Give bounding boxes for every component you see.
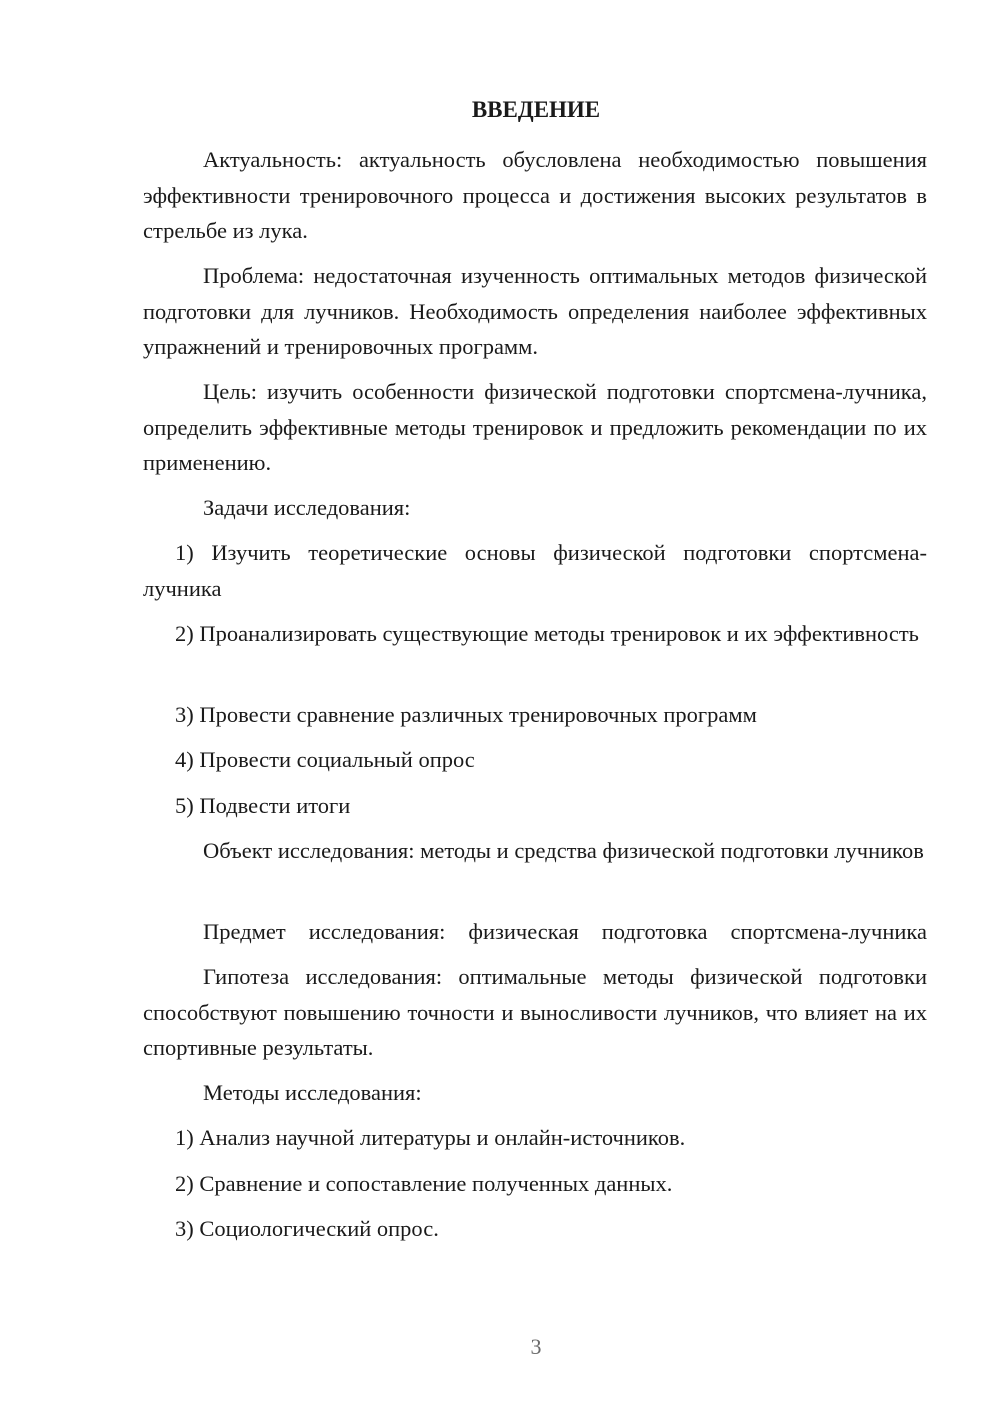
paragraph-goal: Цель: изучить особенности физической подготовки спортсмена-лучника, определить эффективные методы тренировок и предложить рекомендации по их применению. — [143, 379, 927, 475]
paragraph-hypothesis: Гипотеза исследования: оптимальные методы физической подготовки способствуют повышению точности и выносливости лучников, что влияет на их спортивные результаты. — [143, 964, 927, 1060]
task-item-1: 1) Изучить теоретические основы физической подготовки спортсмена-лучника — [143, 540, 927, 601]
page-number: 3 — [530, 1334, 542, 1359]
method-item-3: 3) Социологический опрос. — [175, 1216, 439, 1241]
section-title: ВВЕДЕНИЕ — [471, 97, 601, 122]
method-item-2: 2) Сравнение и сопоставление полученных данных. — [175, 1171, 673, 1196]
method-item-1: 1) Анализ научной литературы и онлайн-источников. — [175, 1125, 686, 1150]
task-item-5: 5) Подвести итоги — [175, 793, 351, 818]
task-item-4: 4) Провести социальный опрос — [175, 747, 475, 772]
paragraph-tasks-heading: Задачи исследования: — [203, 495, 411, 520]
paragraph-methods-heading: Методы исследования: — [203, 1080, 422, 1105]
paragraph-object: Объект исследования: методы и средства физической подготовки лучников — [203, 838, 924, 863]
paragraph-problem: Проблема: недостаточная изученность оптимальных методов физической подготовки для лучников. Необходимость определения наиболее эффективных упражнений и тренировочных программ. — [143, 263, 927, 359]
paragraph-relevance: Актуальность: актуальность обусловлена необходимостью повышения эффективности тренировочного процесса и достижения высоких результатов в стрельбе из лука. — [143, 147, 927, 243]
paragraph-subject: Предмет исследования: физическая подготовка спортсмена-лучника — [203, 919, 927, 944]
task-item-2: 2) Проанализировать существующие методы тренировок и их эффективность — [175, 621, 919, 646]
task-item-3: 3) Провести сравнение различных тренировочных программ — [175, 702, 757, 727]
